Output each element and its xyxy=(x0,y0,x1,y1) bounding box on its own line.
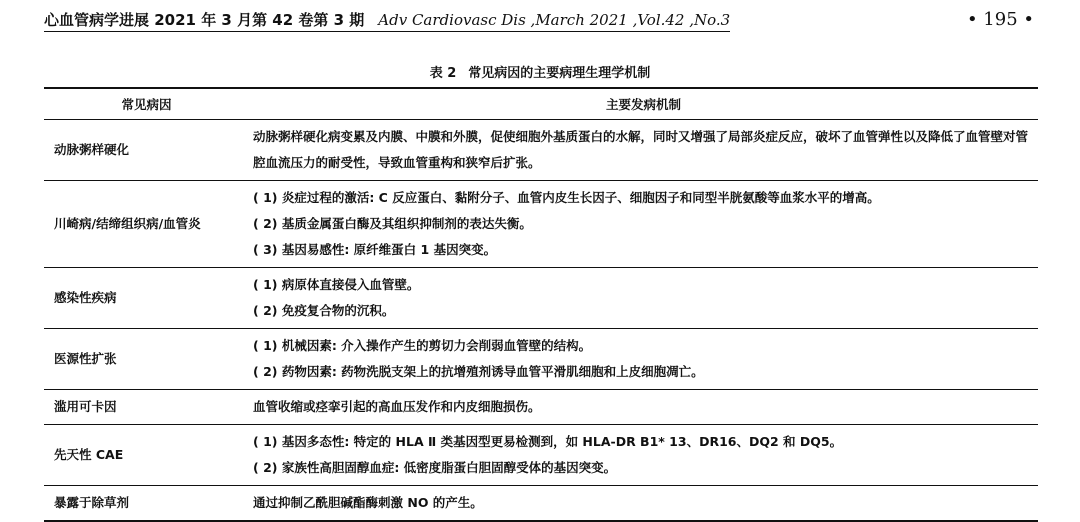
table-header-row xyxy=(44,88,1038,120)
mechanism-line: ( 3) 基因易感性: 原纤维蛋白 1 基因突变。 xyxy=(253,242,497,257)
table-row xyxy=(44,120,1038,181)
mechanism-line: ( 1) 病原体直接侵入血管壁。 xyxy=(253,277,420,292)
row-mechanism xyxy=(249,486,1038,522)
column-header-mechanism: 主要发病机制 xyxy=(249,88,1038,120)
table-caption xyxy=(0,62,1080,81)
table-row xyxy=(44,390,1038,425)
mechanism-line: ( 2) 基质金属蛋白酶及其组织抑制剂的表达失衡。 xyxy=(253,216,532,231)
row-mechanism xyxy=(249,268,1038,329)
mechanism-line: 动脉粥样硬化病变累及内膜、中膜和外膜，促使细胞外基质蛋白的水解，同时又增强了局部炎症反应，破坏了血管弹性以及降低了血管壁对管腔血流压力的耐受性，导致血管重构和狭窄后扩张。 xyxy=(253,129,1029,170)
mechanism-line: 通过抑制乙酰胆碱酯酶刺激 NO 的产生。 xyxy=(253,495,483,510)
row-cause: 川崎病/结缔组织病/血管炎 xyxy=(44,181,249,268)
running-header xyxy=(44,8,1038,34)
mechanism-line: ( 1) 机械因素: 介入操作产生的剪切力会削弱血管壁的结构。 xyxy=(253,338,592,353)
mechanism-line: ( 1) 炎症过程的激活: C 反应蛋白、黏附分子、血管内皮生长因子、细胞因子和同型半胱氨酸等血浆水平的增高。 xyxy=(253,190,880,205)
mechanism-line: ( 2) 免疫复合物的沉积。 xyxy=(253,303,395,318)
table-caption-title: 常见病因的主要病理生理学机制 xyxy=(468,66,651,81)
row-cause: 暴露于除草剂 xyxy=(44,486,249,522)
mechanism-line: ( 2) 药物因素: 药物洗脱支架上的抗增殖剂诱导血管平滑肌细胞和上皮细胞凋亡。 xyxy=(253,364,704,379)
table-row xyxy=(44,329,1038,390)
etiology-mechanism-table xyxy=(44,87,1038,522)
column-header-cause: 常见病因 xyxy=(44,88,249,120)
table-row xyxy=(44,425,1038,486)
row-cause: 医源性扩张 xyxy=(44,329,249,390)
row-mechanism xyxy=(249,425,1038,486)
table-caption-label: 表 2 xyxy=(429,66,457,81)
journal-citation xyxy=(44,10,730,32)
row-cause: 动脉粥样硬化 xyxy=(44,120,249,181)
row-mechanism xyxy=(249,181,1038,268)
table-row xyxy=(44,268,1038,329)
mechanism-line: ( 2) 家族性高胆固醇血症: 低密度脂蛋白胆固醇受体的基因突变。 xyxy=(253,460,617,475)
row-cause: 感染性疾病 xyxy=(44,268,249,329)
mechanism-line: ( 1) 基因多态性: 特定的 HLA Ⅱ 类基因型更易检测到，如 HLA-DR B1* 13、DR16、DQ2 和 DQ5。 xyxy=(253,434,843,449)
row-cause: 滥用可卡因 xyxy=(44,390,249,425)
mechanism-line: 血管收缩或痉挛引起的高血压发作和内皮细胞损伤。 xyxy=(253,399,541,414)
table-row xyxy=(44,486,1038,522)
row-mechanism xyxy=(249,329,1038,390)
row-mechanism xyxy=(249,120,1038,181)
row-cause: 先天性 CAE xyxy=(44,425,249,486)
journal-title-en: Adv Cardiovasc Dis ,March 2021 ,Vol.42 ,No.3 xyxy=(378,11,731,29)
page-number: • 195 • xyxy=(966,9,1034,30)
table-row xyxy=(44,181,1038,268)
row-mechanism xyxy=(249,390,1038,425)
journal-title-cn: 心血管病学进展 2021 年 3 月第 42 卷第 3 期 xyxy=(44,11,365,29)
